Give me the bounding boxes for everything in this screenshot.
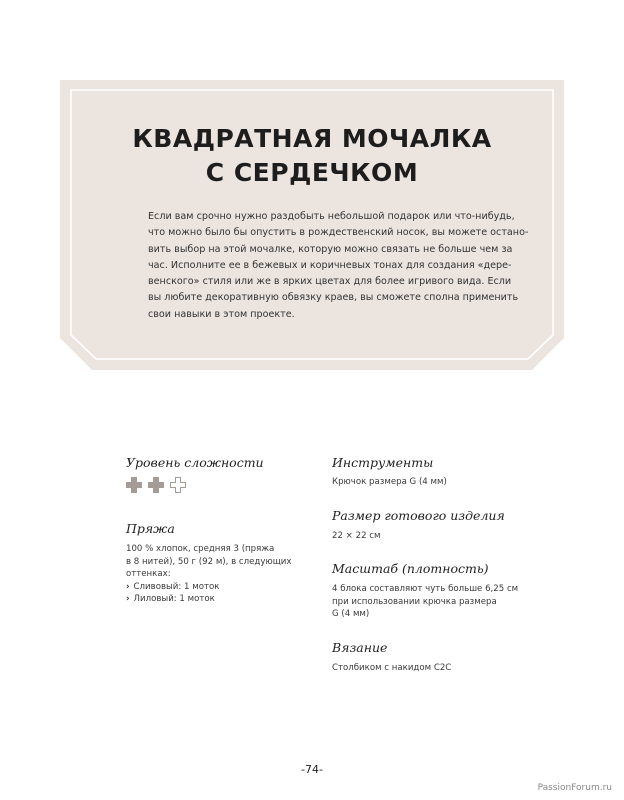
intro-text — [148, 209, 529, 323]
yarn-item — [126, 593, 291, 606]
gauge-line: G (4 мм) — [332, 609, 370, 620]
yarn-line: оттенках: — [126, 569, 171, 580]
difficulty-empty-cross-icon — [170, 477, 186, 493]
intro-line: венского» стиля или же в ярких цветах для более игривого вида. Если — [148, 276, 512, 288]
gauge-text — [332, 583, 518, 621]
yarn-heading: Пряжа — [126, 521, 175, 536]
stitch-text: Столбиком с накидом С2С — [332, 663, 452, 673]
intro-line: свои навыки в этом проекте. — [148, 308, 295, 320]
difficulty-heading: Уровень сложности — [126, 455, 264, 470]
yarn-description — [126, 543, 291, 606]
intro-line: вы любите декоративную обвязку краев, вы сможете сполна применить — [148, 292, 519, 304]
intro-line: час. Исполните ее в бежевых и коричневых тонах для создания «дере- — [148, 259, 512, 271]
yarn-item — [126, 581, 291, 594]
difficulty-filled-cross-icon — [148, 477, 164, 493]
chevron-right-icon: › — [126, 581, 130, 592]
size-text: 22 × 22 см — [332, 531, 381, 541]
intro-line: вить выбор на этой мочалке, которую можно связать не больше чем за — [148, 243, 513, 255]
yarn-item-label: Сливовый: 1 моток — [133, 581, 220, 592]
title-line-2: С СЕРДЕЧКОМ — [205, 158, 419, 187]
yarn-line: 100 % хлопок, средняя 3 (пряжа — [126, 544, 275, 554]
page-title — [0, 122, 624, 190]
gauge-heading: Масштаб (плотность) — [332, 561, 489, 576]
watermark: PassionForum.ru — [537, 783, 612, 793]
size-heading: Размер готового изделия — [332, 508, 505, 523]
intro-line: что можно было бы опустить в рождественский носок, вы можете остано- — [148, 227, 529, 239]
page-number: -74- — [301, 763, 323, 776]
intro-line: Если вам срочно нужно раздобыть небольшой подарок или что-нибудь, — [148, 211, 515, 222]
stitch-heading: Вязание — [332, 640, 388, 655]
gauge-line: при использовании крючка размера — [332, 596, 497, 607]
title-line-1: КВАДРАТНАЯ МОЧАЛКА — [132, 124, 492, 153]
tools-text: Крючок размера G (4 мм) — [332, 477, 447, 487]
chevron-right-icon: › — [126, 594, 130, 605]
difficulty-filled-cross-icon — [126, 477, 142, 493]
yarn-item-label: Лиловый: 1 моток — [133, 594, 215, 605]
yarn-line: в 8 нитей), 50 г (92 м), в следующих — [126, 556, 292, 567]
gauge-line: 4 блока составляют чуть больше 6,25 см — [332, 584, 519, 594]
tools-heading: Инструменты — [332, 455, 434, 470]
